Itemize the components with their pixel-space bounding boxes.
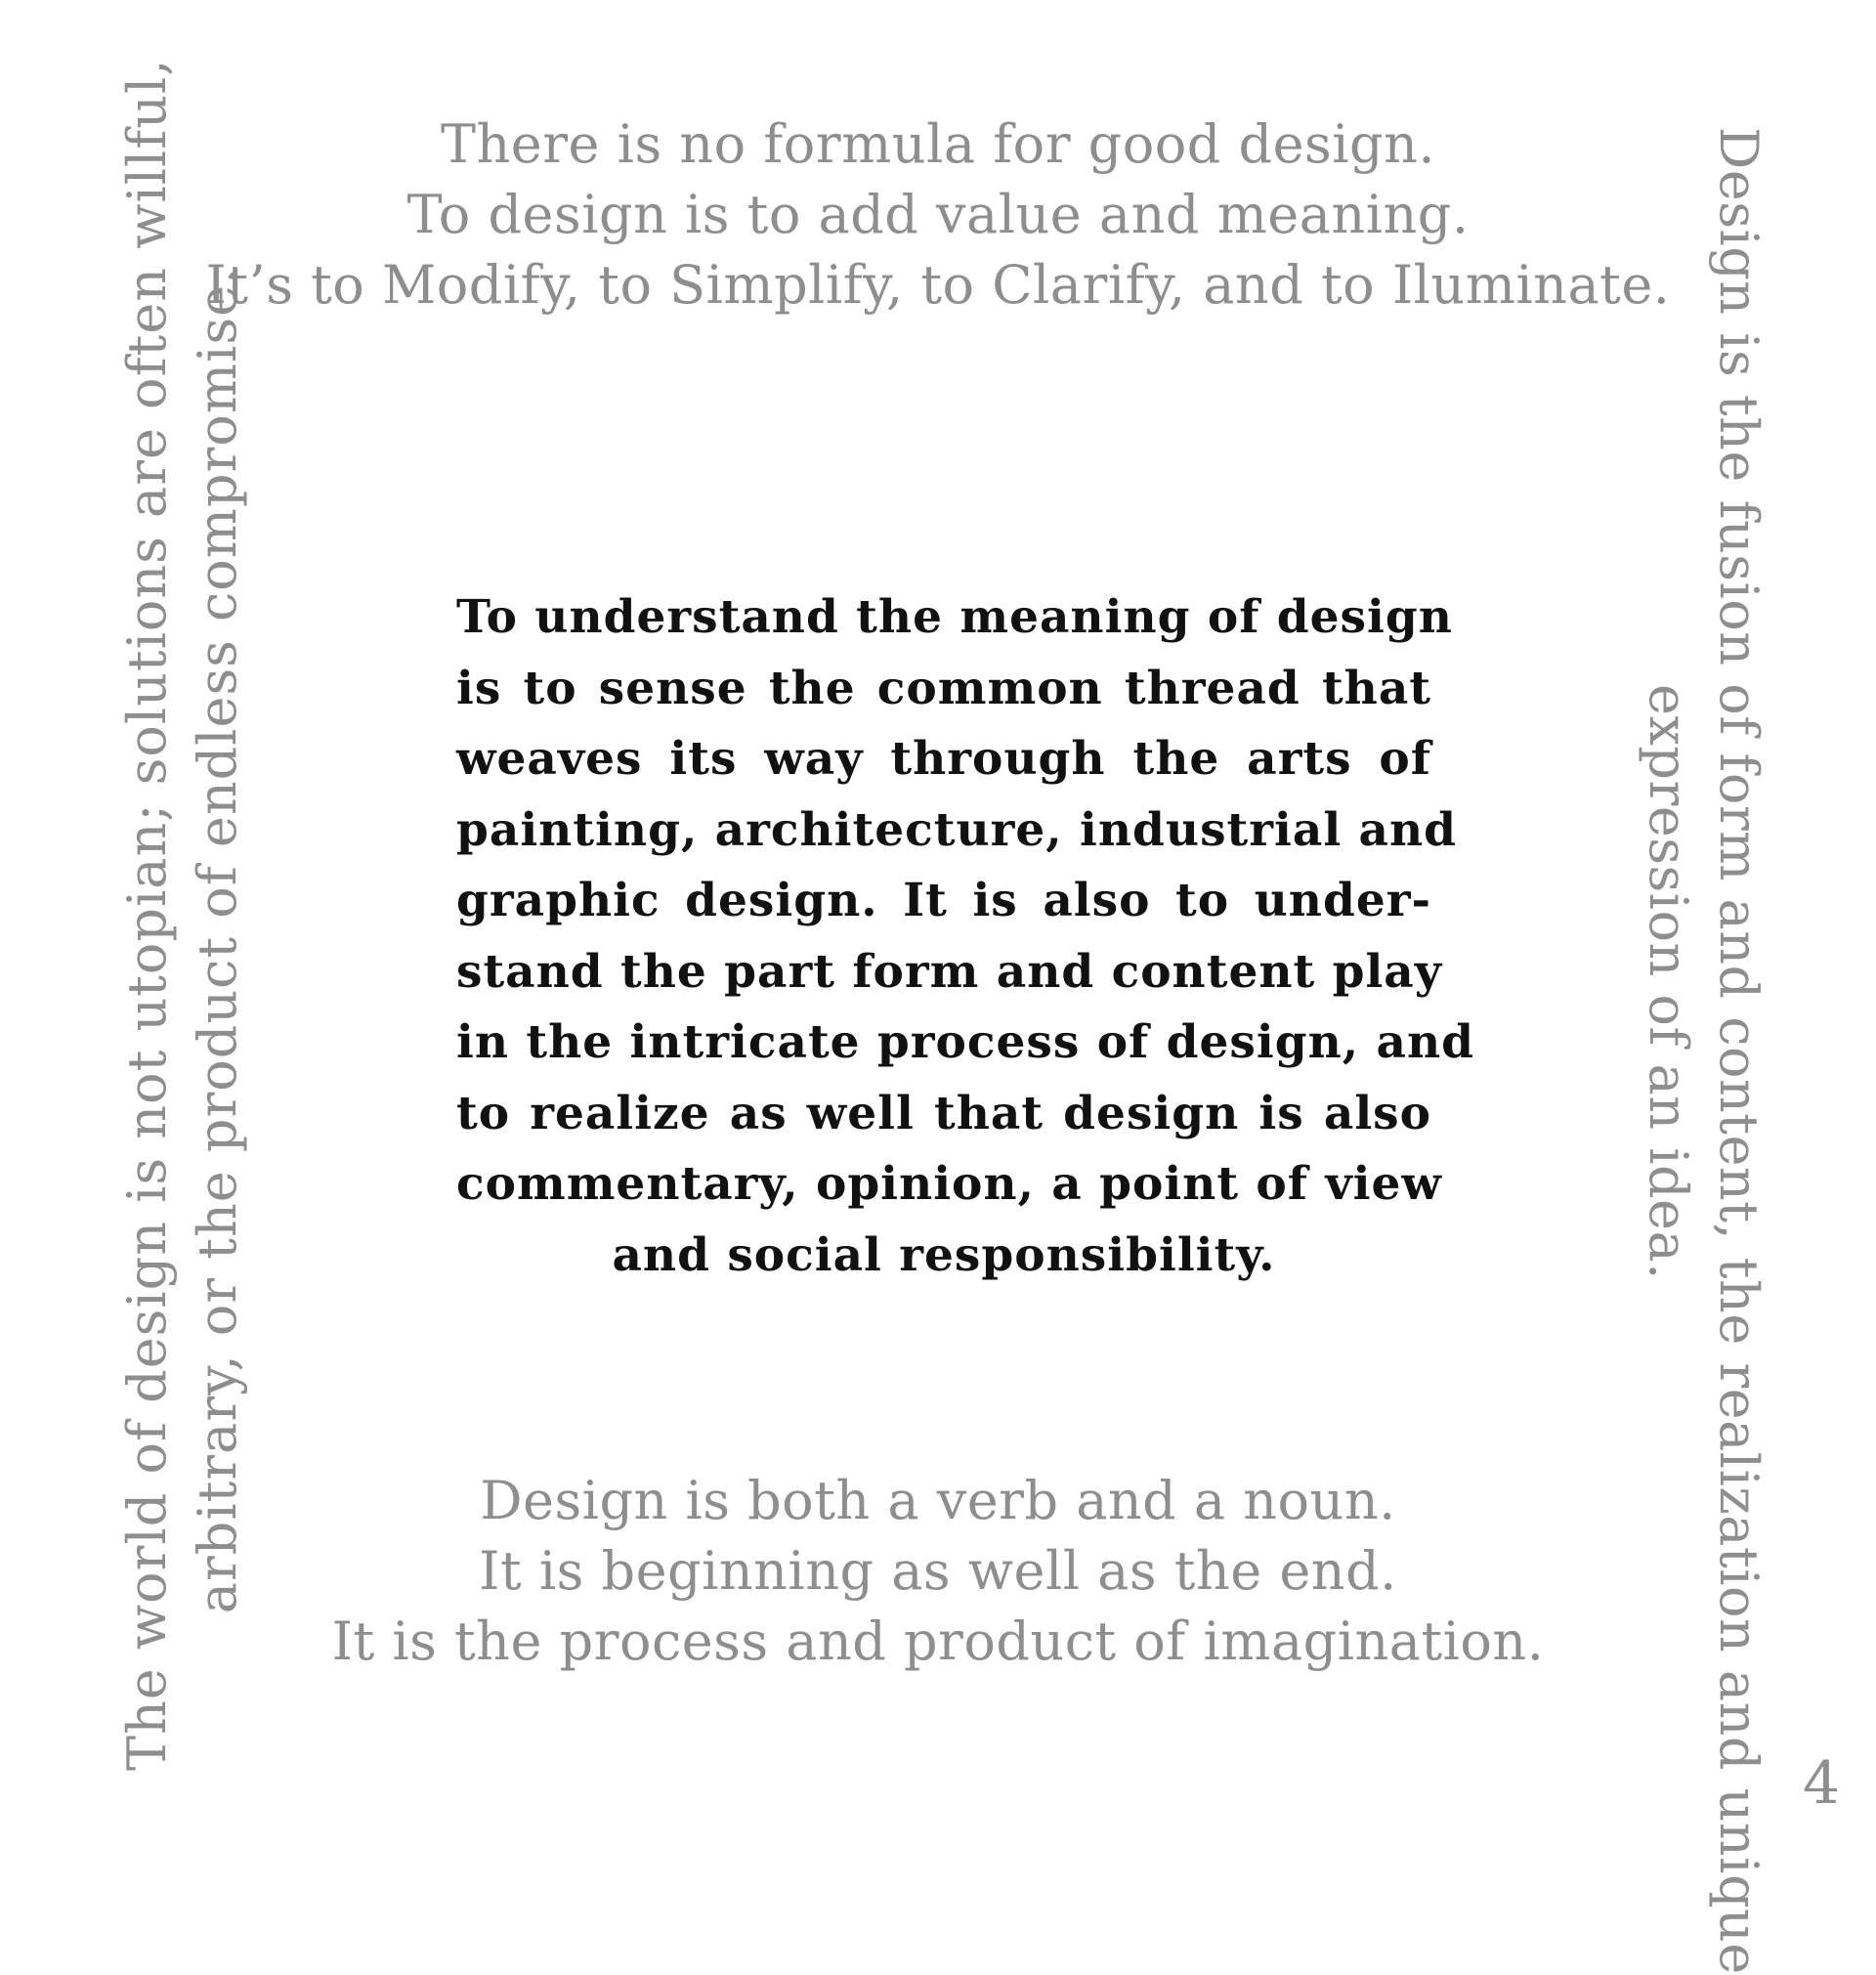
main-paragraph-line: To understand the meaning of design — [456, 590, 1453, 644]
top-quote — [195, 109, 1681, 321]
main-paragraph-line: graphic design. It is also to under- — [456, 874, 1431, 927]
left-vertical-line-1: The world of design is not utopian; solutions are often willful, — [116, 58, 178, 1771]
main-paragraph-line: stand the part form and content play — [456, 944, 1443, 999]
bottom-quote-line-3: It is the process and product of imagination. — [331, 1610, 1545, 1672]
main-paragraph-line: commentary, opinion, a point of view — [456, 1157, 1442, 1211]
left-vertical-line-2: arbitrary, or the product of endless compromise. — [187, 266, 248, 1614]
main-paragraph-line: and social responsibility. — [612, 1227, 1276, 1282]
bottom-quote — [195, 1466, 1681, 1677]
top-quote-line-1: There is no formula for good design. — [440, 113, 1436, 175]
right-vertical-line-2: expression of an idea. — [1638, 684, 1699, 1280]
bottom-quote-line-2: It is beginning as well as the end. — [479, 1540, 1397, 1602]
main-paragraph-line: painting, architecture, industrial and — [456, 802, 1458, 857]
main-paragraph-line: to realize as well that design is also — [456, 1086, 1431, 1140]
main-paragraph — [456, 582, 1474, 1291]
main-paragraph-line: in the intricate process of design, and — [456, 1015, 1474, 1069]
page-number: 4 — [1803, 1749, 1841, 1818]
main-paragraph-line: weaves its way through the arts of — [456, 732, 1431, 786]
bottom-quote-line-1: Design is both a verb and a noun. — [480, 1470, 1396, 1531]
main-paragraph-line: is to sense the common thread that — [456, 661, 1431, 715]
right-vertical-line-1: Design is the fusion of form and content, the realization and unique — [1708, 127, 1769, 1975]
top-quote-line-2: To design is to add value and meaning. — [406, 184, 1470, 245]
top-quote-line-3: It’s to Modify, to Simplify, to Clarify, and to Iluminate. — [205, 254, 1671, 316]
